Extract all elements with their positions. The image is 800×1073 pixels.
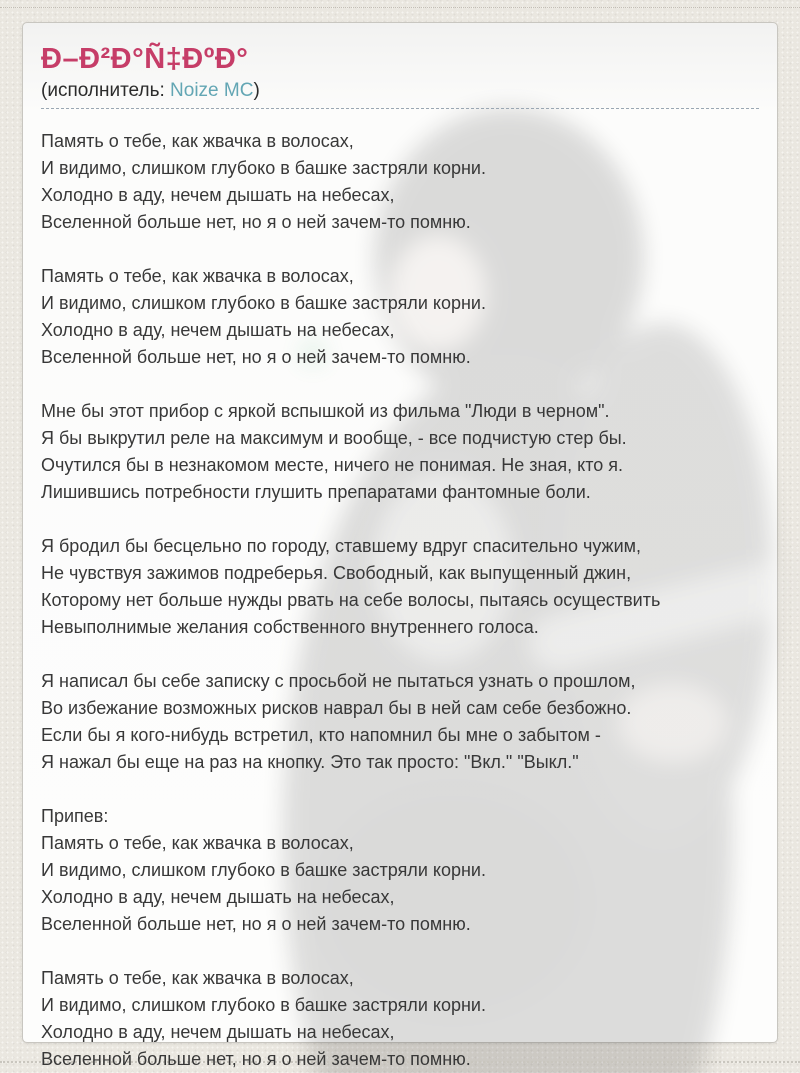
lyrics-card [22, 22, 778, 1069]
lyric-line: И видимо, слишком глубоко в башке застряли корни. [41, 158, 486, 178]
lyric-line: Лишившись потребности глушить препаратами фантомные боли. [41, 482, 591, 502]
lyric-line: Мне бы этот прибор с яркой вспышкой из фильма "Люди в черном". [41, 401, 610, 421]
lyric-line: Память о тебе, как жвачка в волосах, [41, 131, 354, 151]
lyric-line: Вселенной больше нет, но я о ней зачем-то помню. [41, 914, 471, 934]
lyric-line: Память о тебе, как жвачка в волосах, [41, 833, 354, 853]
lyric-line: Я нажал бы еще на раз на кнопку. Это так просто: "Вкл." "Выкл." [41, 752, 579, 772]
card-content [23, 43, 777, 1073]
lyric-line: Вселенной больше нет, но я о ней зачем-то помню. [41, 212, 471, 232]
lyric-line: Память о тебе, как жвачка в волосах, [41, 968, 354, 988]
lyric-line: Невыполнимые желания собственного внутреннего голоса. [41, 617, 539, 637]
lyric-line: И видимо, слишком глубоко в башке застряли корни. [41, 293, 486, 313]
lyric-stanza [41, 128, 759, 236]
lyric-line: Память о тебе, как жвачка в волосах, [41, 266, 354, 286]
lyric-line: Холодно в аду, нечем дышать на небесах, [41, 1022, 395, 1042]
lyrics-text [41, 109, 759, 1073]
lyric-line: Очутился бы в незнакомом месте, ничего не понимая. Не зная, кто я. [41, 455, 624, 475]
lyric-line: Вселенной больше нет, но я о ней зачем-то помню. [41, 1049, 471, 1069]
lyric-line: Припев: [41, 806, 109, 826]
lyric-line: Вселенной больше нет, но я о ней зачем-то помню. [41, 347, 471, 367]
lyric-line: Я бы выкрутил реле на максимум и вообще, - все подчистую стер бы. [41, 428, 627, 448]
artist-line [41, 79, 759, 103]
lyric-stanza [41, 803, 759, 938]
lyric-stanza [41, 668, 759, 776]
lyric-line: Если бы я кого-нибудь встретил, кто напомнил бы мне о забытом - [41, 725, 601, 745]
lyric-line: Я бродил бы бесцельно по городу, ставшему вдруг спасительно чужим, [41, 536, 642, 556]
lyric-line: И видимо, слишком глубоко в башке застряли корни. [41, 860, 486, 880]
lyric-line: Не чувствуя зажимов подреберья. Свободный, как выпущенный джин, [41, 563, 632, 583]
lyric-stanza [41, 533, 759, 641]
lyric-line: Холодно в аду, нечем дышать на небесах, [41, 887, 395, 907]
lyric-stanza [41, 398, 759, 506]
lyric-line: Холодно в аду, нечем дышать на небесах, [41, 320, 395, 340]
artist-suffix: ) [253, 80, 260, 101]
lyric-line: Во избежание возможных рисков наврал бы в ней сам себе безбожно. [41, 698, 632, 718]
lyric-line: Я написал бы себе записку с просьбой не пытаться узнать о прошлом, [41, 671, 636, 691]
artist-prefix: (исполнитель: [41, 80, 171, 101]
lyric-stanza [41, 263, 759, 371]
lyric-line: Которому нет больше нужды рвать на себе волосы, пытаясь осуществить [41, 590, 661, 610]
top-dotted-divider [0, 7, 800, 8]
artist-link[interactable]: Noize MC [170, 80, 254, 101]
song-title: Ð–Ð²Ð°Ñ‡ÐºÐ° [41, 43, 249, 75]
lyric-stanza [41, 965, 759, 1073]
lyric-line: И видимо, слишком глубоко в башке застряли корни. [41, 995, 486, 1015]
lyric-line: Холодно в аду, нечем дышать на небесах, [41, 185, 395, 205]
